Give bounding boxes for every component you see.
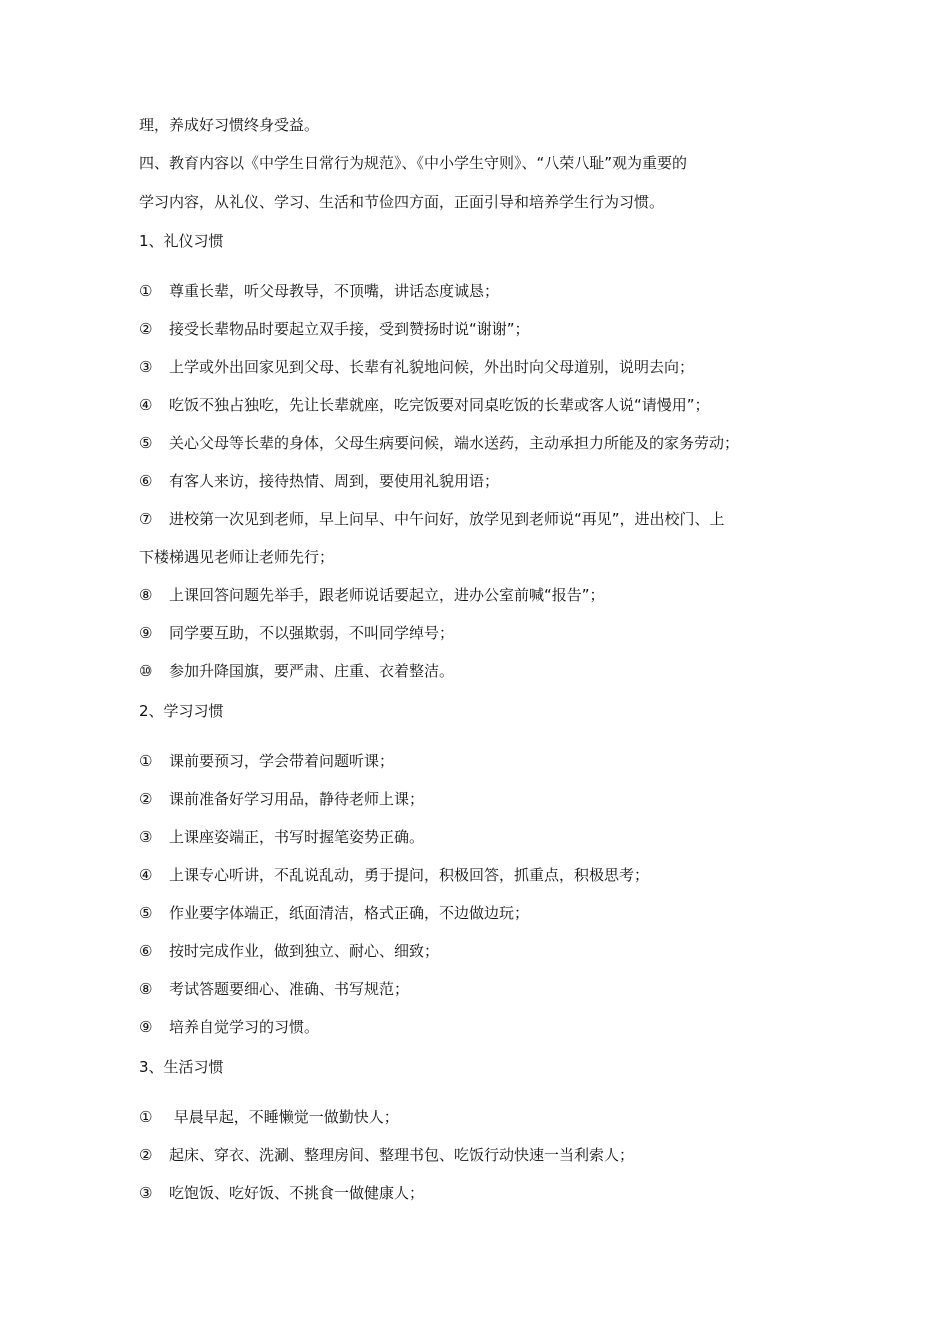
list-item — [139, 433, 829, 453]
item-text: 上学或外出回家见到父母、长辈有礼貌地问候，外出时向父母道别，说明去向； — [169, 358, 695, 376]
item-number: ② — [139, 790, 153, 808]
section-heading: 2、学习习惯 — [139, 702, 224, 720]
list-item — [139, 903, 829, 923]
intro-line: 四、教育内容以《中学生日常行为规范》、《中小学生守则》、“八荣八耻”观为重要的 — [139, 154, 688, 172]
item-text: 上课专心听讲，不乱说乱动，勇于提问，积极回答，抓重点，积极思考； — [169, 866, 650, 884]
item-text: 接受长辈物品时要起立双手接，受到赞扬时说“谢谢”； — [169, 320, 530, 338]
item-text: 上课座姿端正，书写时握笔姿势正确。 — [169, 828, 425, 846]
item-number: ① — [139, 282, 153, 300]
item-number: ② — [139, 1146, 153, 1164]
section-heading: 3、生活习惯 — [139, 1058, 224, 1076]
list-item — [139, 395, 829, 415]
list-item — [139, 827, 829, 847]
list-item — [139, 623, 829, 643]
item-number: ⑩ — [139, 662, 153, 680]
list-item — [139, 789, 829, 809]
item-number: ⑨ — [139, 624, 153, 642]
list-item — [139, 357, 829, 377]
item-number: ② — [139, 320, 153, 338]
list-item — [139, 865, 829, 885]
list-item — [139, 1017, 829, 1037]
list-item — [139, 471, 829, 491]
item-number: ⑧ — [139, 980, 153, 998]
item-number: ⑤ — [139, 904, 153, 922]
item-text: 起床、穿衣、洗涮、整理房间、整理书包、吃饭行动快速一当利索人； — [169, 1146, 635, 1164]
item-number: ③ — [139, 358, 153, 376]
item-text: 进校第一次见到老师，早上问早、中午问好，放学见到老师说“再见”，进出校门、上 — [169, 510, 725, 528]
list-item — [139, 509, 829, 529]
item-number: ⑦ — [139, 510, 153, 528]
item-text: 有客人来访，接待热情、周到，要使用礼貌用语； — [169, 472, 500, 490]
item-number: ⑥ — [139, 472, 153, 490]
list-item — [139, 585, 829, 605]
list-item — [139, 1145, 829, 1165]
item-text: 吃饭不独占独吃，先让长辈就座，吃完饭要对同桌吃饭的长辈或客人说“请慢用”； — [169, 396, 710, 414]
item-number: ① — [139, 752, 153, 770]
item-text: 吃饱饭、吃好饭、不挑食一做健康人； — [169, 1184, 425, 1202]
list-item — [139, 941, 829, 961]
item-number: ③ — [139, 828, 153, 846]
document-body — [139, 115, 829, 1221]
item-text: 上课回答问题先举手，跟老师说话要起立，进办公室前喊“报告”； — [169, 586, 605, 604]
item-number: ⑥ — [139, 942, 153, 960]
list-item — [139, 979, 829, 999]
list-item — [139, 751, 829, 771]
list-item — [139, 319, 829, 339]
item-text: 关心父母等长辈的身体，父母生病要问候，端水送药，主动承担力所能及的家务劳动； — [169, 434, 740, 452]
section-heading: 1、礼仪习惯 — [139, 232, 224, 250]
item-text: 作业要字体端正，纸面清洁，格式正确，不边做边玩； — [169, 904, 530, 922]
item-text: 培养自觉学习的习惯。 — [169, 1018, 320, 1036]
item-text: 按时完成作业，做到独立、耐心、细致； — [169, 942, 440, 960]
item-number: ⑤ — [139, 434, 153, 452]
item-number: ⑧ — [139, 586, 153, 604]
item-text: 尊重长辈，听父母教导，不顶嘴，讲话态度诚恳； — [169, 282, 500, 300]
item-text: 参加升降国旗，要严肃、庄重、衣着整洁。 — [169, 662, 455, 680]
item-number: ④ — [139, 396, 153, 414]
item-text: 考试答题要细心、准确、书写规范； — [169, 980, 410, 998]
intro-line: 理，养成好习惯终身受益。 — [139, 116, 320, 134]
item-number: ③ — [139, 1184, 153, 1202]
item-text: 同学要互助，不以强欺弱，不叫同学绰号； — [169, 624, 455, 642]
list-item — [139, 281, 829, 301]
list-item — [139, 1107, 829, 1127]
item-text: 课前准备好学习用品，静待老师上课； — [169, 790, 425, 808]
item-text: 早晨早起，不睡懒觉一做勤快人； — [169, 1108, 399, 1126]
item-text: 课前要预习，学会带着问题听课； — [169, 752, 395, 770]
item-number: ① — [139, 1108, 153, 1126]
item-number: ⑨ — [139, 1018, 153, 1036]
intro-line: 学习内容，从礼仪、学习、生活和节俭四方面，正面引导和培养学生行为习惯。 — [139, 193, 665, 211]
list-item-continuation: 下楼梯遇见老师让老师先行； — [139, 548, 335, 566]
list-item — [139, 1183, 829, 1203]
item-number: ④ — [139, 866, 153, 884]
list-item — [139, 661, 829, 681]
